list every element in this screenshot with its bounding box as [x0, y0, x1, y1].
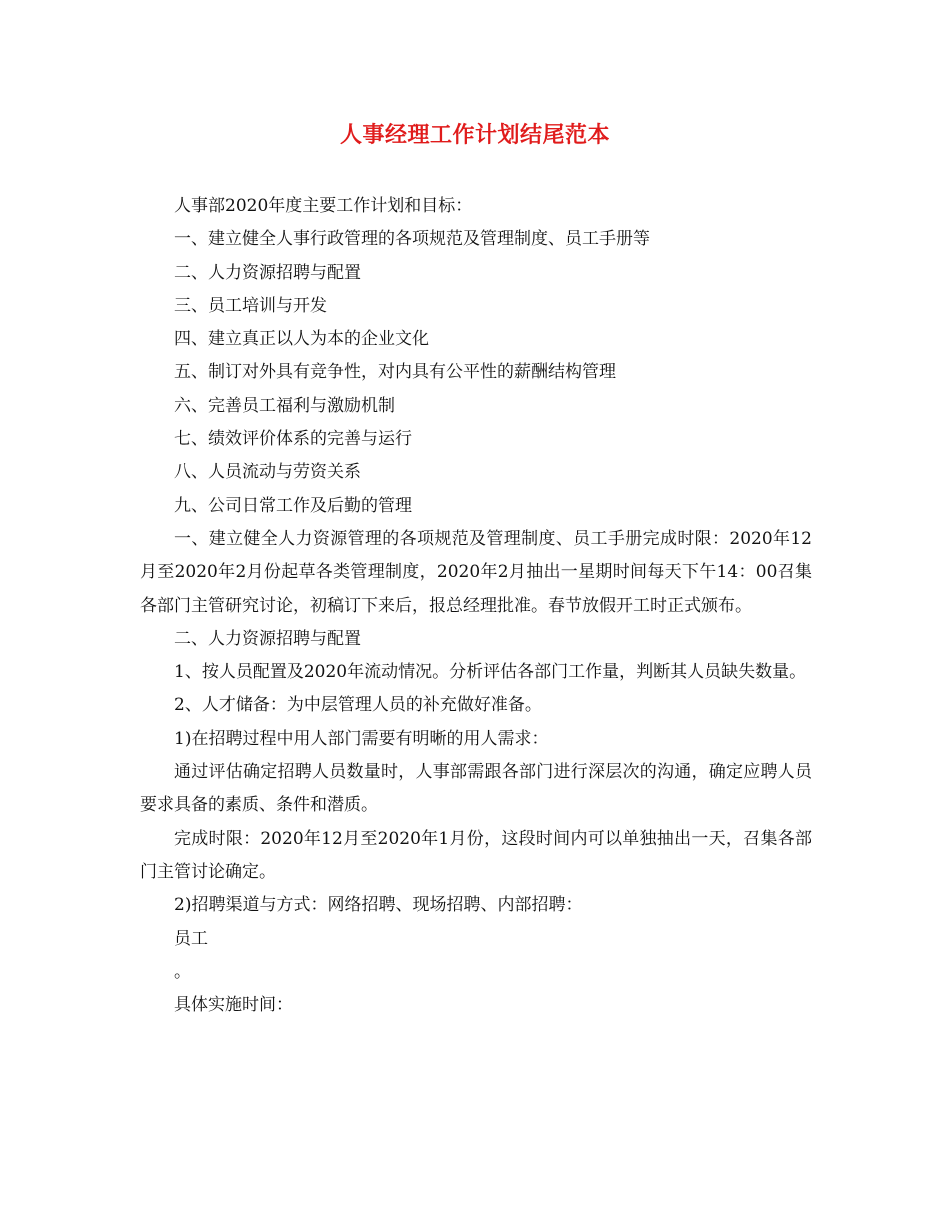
paragraph: 七、绩效评价体系的完善与运行 [174, 429, 412, 450]
paragraph: 人事部2020年度主要工作计划和目标： [174, 196, 473, 216]
paragraph: 二、人力资源招聘与配置 [174, 262, 361, 283]
paragraph: 一、建立健全人事行政管理的各项规范及管理制度、员工手册等 [174, 229, 650, 250]
paragraph: 2)招聘渠道与方式：网络招聘、现场招聘、内部招聘： [174, 895, 583, 916]
paragraph: 一、建立健全人力资源管理的各项规范及管理制度、员工手册完成时限：2020年12月至2020年2月份起草各类管理制度，2020年2月抽出一星期时间每天下午14：00召集各部门主管研究讨论，初稿订下来后，报总经理批准。春节放假开工时正式颁布。 [140, 528, 812, 616]
paragraph: 具体实施时间： [174, 995, 293, 1016]
document-title: 人事经理工作计划结尾范本 [339, 122, 610, 148]
paragraph: 二、人力资源招聘与配置 [174, 628, 361, 649]
paragraph: 六、完善员工福利与激励机制 [174, 395, 395, 416]
paragraph: 员工 [174, 928, 208, 949]
paragraph: 八、人员流动与劳资关系 [174, 462, 361, 483]
paragraph: 四、建立真正以人为本的企业文化 [174, 329, 429, 350]
document-body [140, 190, 812, 1022]
paragraph: 完成时限：2020年12月至2020年1月份，这段时间内可以单独抽出一天，召集各部门主管讨论确定。 [140, 828, 812, 882]
paragraph: 1、按人员配置及2020年流动情况。分析评估各部门工作量，判断其人员缺失数量。 [174, 662, 807, 683]
paragraph: 通过评估确定招聘人员数量时，人事部需跟各部门进行深层次的沟通，确定应聘人员要求具备的素质、条件和潜质。 [140, 762, 812, 816]
paragraph: 2、人才储备：为中层管理人员的补充做好准备。 [174, 695, 542, 716]
paragraph: 。 [174, 961, 191, 982]
paragraph: 五、制订对外具有竞争性，对内具有公平性的薪酬结构管理 [174, 362, 616, 383]
paragraph: 三、员工培训与开发 [174, 295, 327, 316]
paragraph: 1)在招聘过程中用人部门需要有明晰的用人需求： [174, 728, 549, 749]
paragraph: 九、公司日常工作及后勤的管理 [174, 495, 412, 516]
